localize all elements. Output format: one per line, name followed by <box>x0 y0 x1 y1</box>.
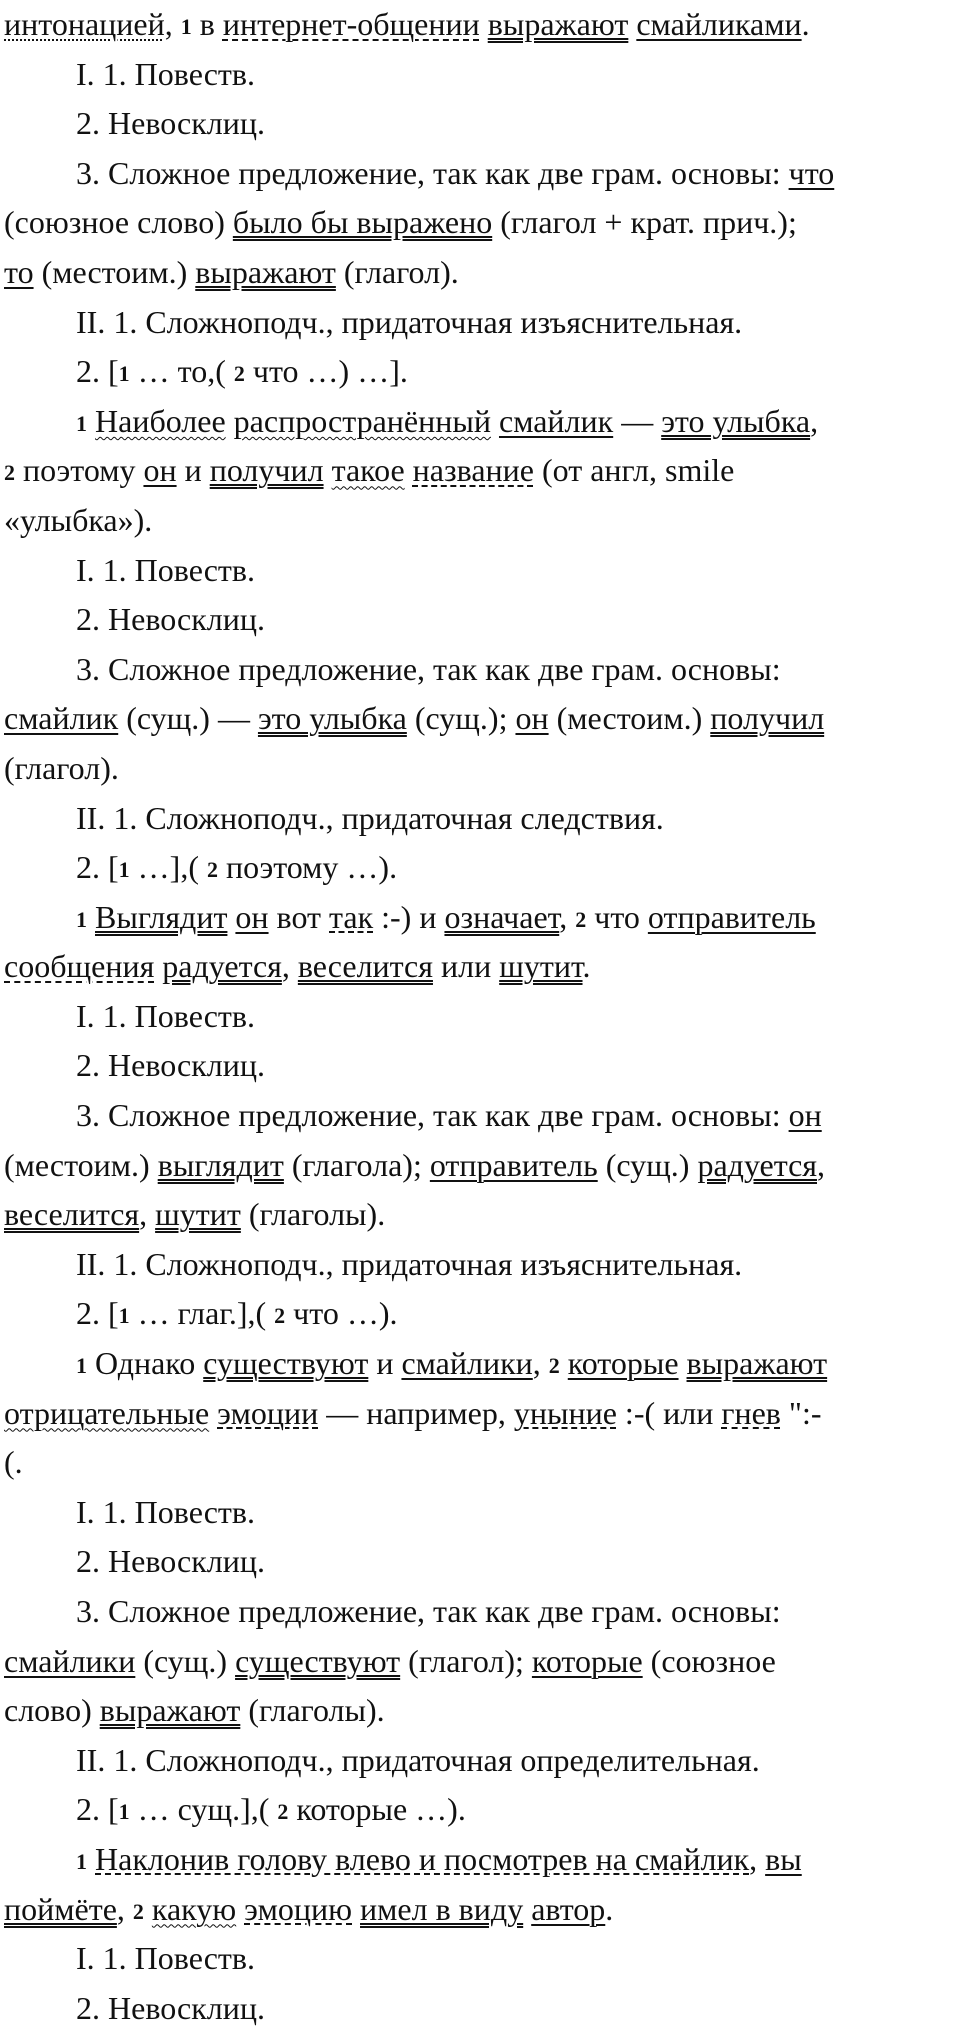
text-fragment: (глагола); <box>283 1146 430 1183</box>
text-fragment <box>226 403 234 439</box>
predicate-word: было бы выражено <box>232 204 493 241</box>
text-fragment: 3. Сложное предложение, так как две грам. основы: <box>76 650 781 687</box>
text-line <box>4 50 952 100</box>
text-line <box>4 496 952 546</box>
text-line <box>4 1686 952 1736</box>
text-fragment: 2. [ <box>76 1295 119 1332</box>
text-line <box>4 1488 952 1538</box>
text-fragment <box>480 6 488 42</box>
text-fragment: 2. [ <box>76 353 119 390</box>
text-fragment: что <box>586 898 648 935</box>
text-fragment: . <box>801 6 810 42</box>
text-line <box>4 595 952 645</box>
attribute-word: отрицательные <box>4 1394 210 1431</box>
text-fragment: (глаголы). <box>240 1196 386 1233</box>
text-fragment: (от англ, smile <box>533 452 735 489</box>
object-or-adverbial-word: интонацией <box>4 6 165 42</box>
text-fragment <box>87 403 95 439</box>
text-fragment: вот <box>268 898 329 935</box>
predicate-word: шутит <box>499 948 583 985</box>
predicate-word: выражают <box>99 1692 241 1729</box>
text-fragment <box>87 1841 95 1877</box>
text-line <box>4 0 952 50</box>
text-fragment: (местоим.) <box>33 253 196 290</box>
text-fragment: , <box>281 948 298 985</box>
predicate-word: получил <box>209 452 324 489</box>
text-fragment: (союзное слово) <box>4 204 233 241</box>
predicate-word: радуется <box>162 948 282 985</box>
text-fragment: поэтому <box>15 452 144 489</box>
text-line <box>4 794 952 844</box>
predicate-word: шутит <box>155 1196 241 1233</box>
predicate-word: существуют <box>235 1642 401 1679</box>
text-fragment <box>87 899 95 935</box>
text-fragment: , <box>116 1890 133 1927</box>
text-fragment: II. 1. Сложноподч., придаточная изъяснительная. <box>76 1245 743 1282</box>
text-fragment: 3. Сложное предложение, так как две грам. основы: <box>76 154 789 191</box>
text-fragment: (местоим.) <box>548 700 711 737</box>
text-fragment: (сущ.) — <box>118 700 258 737</box>
clause-number: 2 <box>274 1303 286 1329</box>
clause-number: 2 <box>206 857 218 883</box>
text-fragment <box>324 452 332 488</box>
text-fragment: , <box>532 1345 549 1382</box>
text-line <box>4 1785 952 1835</box>
text-fragment: II. 1. Сложноподч., придаточная изъяснительная. <box>76 303 743 340</box>
text-fragment: 2. Невосклиц. <box>76 1543 265 1580</box>
clause-number: 1 <box>76 410 87 436</box>
text-line <box>4 1240 952 1290</box>
text-fragment <box>236 1891 244 1927</box>
clause-number: 1 <box>118 361 130 387</box>
clause-number: 1 <box>76 1353 87 1379</box>
text-line <box>4 248 952 298</box>
predicate-word: означает <box>444 898 560 935</box>
subject-word: то <box>4 253 34 290</box>
text-fragment: (глагол + крат. прич.); <box>492 204 797 241</box>
predicate-word: получил <box>710 700 825 737</box>
text-line <box>4 347 952 397</box>
predicate-word: существуют <box>203 1345 369 1382</box>
text-line <box>4 1438 952 1488</box>
text-fragment: или <box>432 948 500 985</box>
text-line <box>4 298 952 348</box>
object-or-adverbial-word: так <box>329 898 374 935</box>
text-fragment: и <box>176 452 210 489</box>
text-fragment: … глаг.],( <box>129 1295 275 1332</box>
text-fragment: , <box>810 402 819 439</box>
text-fragment: (местоим.) <box>4 1146 158 1183</box>
text-fragment: (союзное <box>642 1642 776 1679</box>
predicate-word: имел в виду <box>360 1890 524 1927</box>
text-fragment: (. <box>4 1444 23 1481</box>
subject-word: автор <box>531 1890 606 1927</box>
text-fragment: , <box>817 1146 826 1183</box>
predicate-word: выражают <box>686 1345 828 1382</box>
text-line <box>4 1984 952 2033</box>
clause-number: 2 <box>4 460 15 486</box>
predicate-word: это улыбка <box>257 700 407 737</box>
predicate-word: выражают <box>487 6 629 42</box>
text-line <box>4 446 952 496</box>
subject-word: он <box>788 1097 822 1134</box>
object-or-adverbial-word: уныние <box>513 1394 617 1431</box>
text-line <box>4 1885 952 1935</box>
object-or-adverbial-word: интернет-общении <box>222 6 480 42</box>
clause-number: 1 <box>76 906 87 932</box>
clause-number: 1 <box>118 1799 130 1825</box>
subject-word: смайлик <box>498 402 614 439</box>
predicate-word: это улыбка <box>661 402 811 439</box>
text-fragment <box>523 1891 531 1927</box>
text-fragment: , <box>139 1196 156 1233</box>
text-fragment: …],( <box>129 849 207 886</box>
subject-word: смайлики <box>4 1642 136 1679</box>
text-line <box>4 893 952 943</box>
text-fragment: (сущ.); <box>406 700 516 737</box>
text-fragment: 3. Сложное предложение, так как две грам. основы: <box>76 1593 781 1629</box>
text-fragment: которые …). <box>288 1791 466 1828</box>
text-fragment: — <box>613 402 662 439</box>
text-line <box>4 1736 952 1786</box>
object-or-adverbial-word: эмоции <box>217 1394 319 1431</box>
text-fragment: поэтому …). <box>217 849 398 886</box>
attribute-word: распространённый <box>233 402 491 439</box>
text-fragment: (сущ.) <box>597 1146 698 1183</box>
text-fragment: (глаголы). <box>240 1692 385 1729</box>
subject-word: что <box>788 154 835 191</box>
predicate-word: выглядит <box>157 1146 284 1183</box>
clause-number: 1 <box>118 857 130 883</box>
text-line <box>4 694 952 744</box>
text-fragment: в <box>191 6 223 42</box>
text-fragment <box>560 1345 568 1381</box>
text-line <box>4 1934 952 1984</box>
text-line <box>4 1289 952 1339</box>
text-fragment: 3. Сложное предложение, так как две грам. основы: <box>76 1097 789 1134</box>
subject-word: отправитель <box>429 1146 598 1183</box>
text-line <box>4 1835 952 1885</box>
clause-number: 1 <box>118 1303 130 1329</box>
text-fragment: — например, <box>318 1394 514 1431</box>
text-fragment <box>405 452 413 488</box>
text-fragment: 2. [ <box>76 849 119 886</box>
text-fragment: II. 1. Сложноподч., придаточная следствия. <box>76 799 664 836</box>
object-or-adverbial-word: гнев <box>721 1394 781 1431</box>
object-or-adverbial-word: эмоцию <box>244 1890 353 1927</box>
text-fragment: . <box>605 1890 614 1927</box>
clause-number: 1 <box>180 14 192 39</box>
text-fragment: … сущ.],( <box>129 1791 278 1828</box>
text-line <box>4 942 952 992</box>
text-line <box>4 1637 952 1687</box>
predicate-word: Выглядит <box>95 898 228 935</box>
text-fragment: и <box>368 1345 402 1382</box>
subject-word: смайлики <box>401 1345 533 1382</box>
text-fragment: I. 1. Повеств. <box>76 997 255 1034</box>
text-fragment: , <box>749 1840 766 1877</box>
text-line <box>4 99 952 149</box>
text-line <box>4 744 952 794</box>
text-line <box>4 1587 952 1637</box>
text-fragment: … то,( <box>129 353 234 390</box>
text-fragment: II. 1. Сложноподч., придаточная определительная. <box>76 1741 760 1778</box>
text-line <box>4 843 952 893</box>
subject-word: он <box>143 452 177 489</box>
text-fragment <box>352 1891 360 1927</box>
text-fragment: слово) <box>4 1692 100 1729</box>
clause-number: 2 <box>548 1353 560 1379</box>
text-line <box>4 992 952 1042</box>
clause-number: 2 <box>132 1898 144 1924</box>
text-fragment: (глагол). <box>335 253 459 290</box>
text-fragment: (сущ.) <box>135 1642 236 1679</box>
text-line <box>4 198 952 248</box>
predicate-word: веселится <box>297 948 433 985</box>
text-fragment: :-) и <box>373 898 445 935</box>
attribute-word: какую <box>151 1890 237 1927</box>
text-fragment: (глагол). <box>4 749 119 786</box>
text-fragment: 2. Невосклиц. <box>76 1989 265 2026</box>
text-fragment <box>491 403 499 439</box>
text-fragment: I. 1. Повеств. <box>76 1493 255 1530</box>
text-fragment: что …) …]. <box>244 353 408 390</box>
subject-word: отправитель <box>647 898 816 935</box>
text-line <box>4 1339 952 1389</box>
text-fragment: 2. Невосклиц. <box>76 105 265 142</box>
text-line <box>4 1041 952 1091</box>
text-line <box>4 149 952 199</box>
predicate-word: веселится <box>4 1196 140 1233</box>
text-fragment <box>144 1891 152 1927</box>
predicate-word: выражают <box>195 253 336 290</box>
text-line <box>4 1389 952 1439</box>
subject-word: смайлик <box>4 700 119 737</box>
text-fragment <box>679 1345 687 1381</box>
object-or-adverbial-word: сообщения <box>4 948 155 985</box>
predicate-word: поймёте <box>4 1890 117 1927</box>
text-fragment: , <box>164 6 181 42</box>
clause-number: 2 <box>233 361 245 387</box>
subject-word: вы <box>765 1840 802 1877</box>
attribute-word: Наиболее <box>95 402 226 439</box>
text-line <box>4 1537 952 1587</box>
text-fragment: I. 1. Повеств. <box>76 551 255 588</box>
text-fragment: 2. Невосклиц. <box>76 1047 265 1084</box>
text-fragment: Однако <box>87 1345 204 1382</box>
text-line <box>4 546 952 596</box>
text-fragment: что …). <box>285 1295 398 1332</box>
text-fragment: 2. Невосклиц. <box>76 601 265 638</box>
text-fragment <box>209 1395 217 1431</box>
text-fragment: 2. [ <box>76 1791 119 1828</box>
object-or-adverbial-word: название <box>412 452 534 489</box>
subject-word: смайликами <box>636 6 802 42</box>
text-fragment: . <box>582 948 591 985</box>
text-fragment: I. 1. Повеств. <box>76 55 255 92</box>
text-fragment: , <box>559 898 576 935</box>
subject-word: он <box>235 898 269 935</box>
text-fragment: (глагол); <box>400 1642 532 1679</box>
text-fragment: :-( или <box>616 1394 722 1431</box>
clause-number: 1 <box>76 1848 87 1874</box>
text-line <box>4 397 952 447</box>
object-or-adverbial-word: Наклонив голову влево и посмотрев на смайлик <box>95 1840 750 1877</box>
attribute-word: такое <box>331 452 405 489</box>
text-fragment: ":- <box>780 1394 822 1431</box>
text-line <box>4 1091 952 1141</box>
text-line <box>4 1141 952 1191</box>
text-line <box>4 1190 952 1240</box>
clause-number: 2 <box>277 1799 289 1825</box>
clause-number: 2 <box>575 906 587 932</box>
subject-word: которые <box>567 1345 679 1382</box>
subject-word: он <box>515 700 549 737</box>
subject-word: которые <box>531 1642 643 1679</box>
text-fragment: «улыбка»). <box>4 501 153 538</box>
text-fragment: I. 1. Повеств. <box>76 1940 255 1977</box>
text-line <box>4 645 952 695</box>
predicate-word: радуется <box>697 1146 818 1183</box>
